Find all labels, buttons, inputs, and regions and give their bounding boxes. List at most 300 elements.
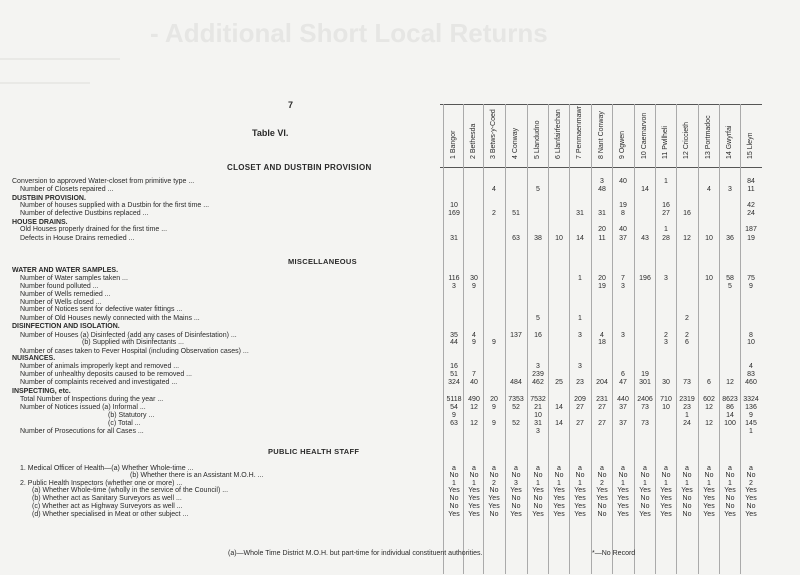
table-cell: 145 — [745, 420, 757, 427]
table-cell: 2 — [685, 315, 689, 322]
table-cell: 40 — [619, 226, 627, 233]
column-header — [657, 104, 667, 166]
table-cell: 11 — [747, 186, 755, 193]
table-cell: Yes — [639, 487, 651, 494]
table-cell: 2 — [749, 480, 753, 487]
table-cell: Yes — [510, 511, 522, 518]
table-cell: a — [514, 465, 518, 472]
table-cell: 1 — [578, 315, 582, 322]
table-cell: 24 — [747, 210, 755, 217]
table-cell: 9 — [472, 283, 476, 290]
table-cell: No — [640, 472, 650, 479]
row-label: (b) Statutory ... — [108, 412, 155, 419]
table-cell: 8623 — [722, 396, 738, 403]
row-group-label: WATER AND WATER SAMPLES. — [12, 267, 119, 274]
table-cell: 63 — [512, 235, 520, 242]
table-cell: Yes — [703, 487, 715, 494]
table-cell: No — [746, 472, 756, 479]
table-cell: a — [749, 465, 753, 472]
table-cell: Yes — [639, 511, 651, 518]
table-cell: 8 — [621, 210, 625, 217]
table-cell: 3 — [578, 332, 582, 339]
table-cell: Yes — [574, 503, 586, 510]
row-label: (b) Supplied with Disinfectants ... — [82, 339, 184, 346]
table-cell: 14 — [576, 235, 584, 242]
table-cell: a — [643, 465, 647, 472]
table-cell: 5118 — [446, 396, 462, 403]
column-header-label: 10 Caernarvon — [641, 112, 648, 159]
table-cell: 4 — [600, 332, 604, 339]
table-cell: 10 — [534, 412, 542, 419]
table-cell: 231 — [596, 396, 608, 403]
row-label: Number of Notices issued (a) Informal ... — [20, 404, 146, 411]
table-cell: 3 — [621, 283, 625, 290]
table-cell: 3 — [600, 178, 604, 185]
table-cell: 19 — [641, 371, 649, 378]
table-cell: 4 — [749, 363, 753, 370]
table-cell: Yes — [617, 511, 629, 518]
table-cell: 31 — [534, 420, 542, 427]
table-cell: 86 — [726, 404, 734, 411]
row-group-label: HOUSE DRAINS. — [12, 219, 68, 226]
table-cell: Yes — [596, 487, 608, 494]
table-cell: 10 — [705, 235, 713, 242]
table-cell: 42 — [747, 202, 755, 209]
row-label: Number of Prosecutions for all Cases ... — [20, 428, 144, 435]
table-cell: No — [618, 472, 628, 479]
table-cell: 1 — [536, 480, 540, 487]
table-cell: 73 — [641, 420, 649, 427]
row-label: (b) Whether there is an Assistant M.O.H. ... — [130, 472, 264, 479]
table-cell: 137 — [510, 332, 522, 339]
table-cell: 1 — [664, 178, 668, 185]
table-cell: Yes — [532, 487, 544, 494]
column-header-label: 5 Llandudno — [534, 120, 541, 159]
table-cell: Yes — [681, 487, 693, 494]
column-header-label: 12 Criccieth — [683, 122, 690, 159]
table-cell: 23 — [683, 404, 691, 411]
table-cell: 169 — [448, 210, 460, 217]
section-heading: MISCELLANEOUS — [288, 257, 357, 266]
table-cell: No — [682, 495, 692, 502]
table-cell: No — [682, 472, 692, 479]
table-cell: No — [449, 503, 459, 510]
table-cell: 9 — [472, 339, 476, 346]
table-cell: Yes — [660, 503, 672, 510]
table-cell: 10 — [747, 339, 755, 346]
column-header — [465, 104, 475, 166]
table-cell: a — [536, 465, 540, 472]
table-cell: 38 — [534, 235, 542, 242]
column-header — [721, 104, 731, 166]
table-cell: 3 — [621, 332, 625, 339]
table-cell: No — [489, 511, 499, 518]
table-cell: 7 — [621, 275, 625, 282]
table-cell: No — [511, 503, 521, 510]
table-cell: Yes — [724, 487, 736, 494]
table-cell: 9 — [492, 404, 496, 411]
row-label: (d) Whether specialised in Meat or other subject ... — [32, 511, 189, 518]
table-cell: 710 — [660, 396, 672, 403]
column-header — [700, 104, 710, 166]
table-cell: 20 — [490, 396, 498, 403]
table-cell: 490 — [468, 396, 480, 403]
table-cell: No — [661, 472, 671, 479]
table-cell: Yes — [745, 511, 757, 518]
table-cell: 2 — [664, 332, 668, 339]
table-cell: No — [469, 472, 479, 479]
footnote-a: (a)—Whole Time District M.O.H. but part-time for individual constituent authorities. — [228, 550, 483, 557]
table-cell: 204 — [596, 379, 608, 386]
row-group-label: DISINFECTION AND ISOLATION. — [12, 323, 120, 330]
table-cell: No — [725, 503, 735, 510]
table-cell: 1 — [749, 428, 753, 435]
table-cell: 462 — [532, 379, 544, 386]
table-cell: 209 — [574, 396, 586, 403]
row-label: (b) Whether act as Sanitary Surveyors as well ... — [32, 495, 182, 502]
table-cell: 1 — [643, 480, 647, 487]
table-cell: 14 — [555, 404, 563, 411]
table-cell: 73 — [641, 404, 649, 411]
table-cell: Yes — [553, 487, 565, 494]
table-title: CLOSET AND DUSTBIN PROVISION — [227, 163, 372, 172]
table-cell: Yes — [724, 511, 736, 518]
row-label: Number of Notices sent for defective water fittings ... — [20, 306, 183, 313]
table-cell: 7 — [472, 371, 476, 378]
row-label: Number of Water samples taken ... — [20, 275, 128, 282]
table-cell: Yes — [745, 487, 757, 494]
table-cell: 1 — [685, 412, 689, 419]
row-label: Number of Old Houses newly connected with the Mains ... — [20, 315, 200, 322]
row-label: Conversion to approved Water-closet from primitive type ... — [12, 178, 195, 185]
row-label: Old Houses properly drained for the first time ... — [20, 226, 168, 233]
row-label: Number of animals improperly kept and removed ... — [20, 363, 180, 370]
table-cell: 23 — [576, 379, 584, 386]
table-cell: No — [682, 511, 692, 518]
table-cell: 40 — [470, 379, 478, 386]
column-header-label: 13 Portmadoc — [705, 115, 712, 159]
table-cell: 5 — [536, 315, 540, 322]
table-cell: 27 — [598, 404, 606, 411]
table-cell: 2406 — [637, 396, 653, 403]
table-cell: Yes — [468, 495, 480, 502]
row-label: (a) Whether Whole-time (wholly in the service of the Council) ... — [32, 487, 229, 494]
table-cell: No — [575, 472, 585, 479]
table-cell: No — [533, 472, 543, 479]
table-cell: 6 — [621, 371, 625, 378]
table-cell: 10 — [705, 275, 713, 282]
table-cell: 9 — [749, 412, 753, 419]
table-cell: a — [557, 465, 561, 472]
column-header-label: 11 Pwllheli — [662, 126, 669, 159]
table-cell: Yes — [532, 511, 544, 518]
table-cell: 3324 — [743, 396, 759, 403]
row-group-label: DUSTBIN PROVISION. — [12, 195, 86, 202]
column-header-label: 3 Betws-y-Coed — [490, 109, 497, 159]
row-label: Number of unhealthy deposits caused to be removed ... — [20, 371, 192, 378]
table-cell: 36 — [726, 235, 734, 242]
table-cell: 58 — [726, 275, 734, 282]
table-cell: 9 — [452, 412, 456, 419]
table-cell: 1 — [685, 480, 689, 487]
table-cell: 12 — [705, 404, 713, 411]
column-header — [529, 104, 539, 166]
table-cell: a — [728, 465, 732, 472]
table-cell: 12 — [470, 420, 478, 427]
column-header-label: 9 Ogwen — [619, 130, 626, 159]
column-header — [614, 104, 624, 166]
table-cell: No — [489, 487, 499, 494]
table-cell: No — [725, 472, 735, 479]
table-cell: 52 — [512, 404, 520, 411]
section-heading: PUBLIC HEALTH STAFF — [268, 447, 360, 456]
row-label: Number of complaints received and investigated ... — [20, 379, 178, 386]
table-cell: No — [489, 472, 499, 479]
column-header-label: 4 Conway — [512, 127, 519, 159]
table-cell: 9 — [749, 283, 753, 290]
table-cell: 28 — [662, 235, 670, 242]
table-cell: 1 — [452, 480, 456, 487]
row-label: Number of Houses (a) Disinfected (add any cases of Disinfestation) ... — [20, 332, 237, 339]
background-title: - Additional Short Local Returns — [150, 18, 548, 48]
column-header-label: 7 Penmaenmawr — [576, 106, 583, 159]
page-number: 7 — [288, 100, 294, 110]
table-cell: 16 — [450, 363, 458, 370]
table-label: Table VI. — [252, 128, 289, 138]
column-header — [742, 104, 752, 166]
table-cell: 5 — [536, 186, 540, 193]
table-cell: 44 — [450, 339, 458, 346]
row-label: Number found polluted ... — [20, 283, 99, 290]
table-cell: 54 — [450, 404, 458, 411]
table-cell: 16 — [534, 332, 542, 339]
table-cell: 14 — [555, 420, 563, 427]
table-cell: 3 — [664, 339, 668, 346]
table-cell: 324 — [448, 379, 460, 386]
background-rule — [0, 82, 90, 84]
column-header-label: 6 Llanfairfechan — [555, 109, 562, 159]
table-cell: Yes — [660, 495, 672, 502]
table-cell: 2 — [685, 332, 689, 339]
table-cell: 3 — [578, 363, 582, 370]
table-cell: 1 — [557, 480, 561, 487]
table-cell: 11 — [598, 235, 606, 242]
table-cell: 9 — [492, 339, 496, 346]
table-cell: a — [600, 465, 604, 472]
table-cell: 83 — [747, 371, 755, 378]
table-cell: 1 — [707, 480, 711, 487]
table-cell: 196 — [639, 275, 651, 282]
table-cell: a — [621, 465, 625, 472]
table-cell: 3 — [514, 480, 518, 487]
table-cell: 43 — [641, 235, 649, 242]
table-cell: 10 — [450, 202, 458, 209]
table-cell: a — [452, 465, 456, 472]
table-cell: 84 — [747, 178, 755, 185]
table-cell: 12 — [726, 379, 734, 386]
table-cell: 2319 — [679, 396, 695, 403]
table-cell: 3 — [728, 186, 732, 193]
column-header — [678, 104, 688, 166]
table-cell: 2 — [492, 480, 496, 487]
table-cell: 4 — [707, 186, 711, 193]
table-cell: Yes — [448, 487, 460, 494]
table-cell: 6 — [707, 379, 711, 386]
table-cell: a — [578, 465, 582, 472]
table-cell: 239 — [532, 371, 544, 378]
table-cell: 440 — [617, 396, 629, 403]
table-cell: Yes — [660, 487, 672, 494]
table-cell: 21 — [534, 404, 542, 411]
table-cell: No — [725, 495, 735, 502]
table-cell: 14 — [641, 186, 649, 193]
table-cell: 37 — [619, 235, 627, 242]
table-cell: No — [597, 511, 607, 518]
table-cell: 1 — [578, 275, 582, 282]
table-cell: 16 — [662, 202, 670, 209]
table-cell: 19 — [598, 283, 606, 290]
table-cell: 2 — [492, 210, 496, 217]
row-group-label: NUISANCES. — [12, 355, 56, 362]
table-cell: 31 — [576, 210, 584, 217]
table-cell: 30 — [662, 379, 670, 386]
table-cell: 1 — [472, 480, 476, 487]
column-header — [485, 104, 495, 166]
table-cell: No — [554, 472, 564, 479]
column-header — [550, 104, 560, 166]
table-cell: 187 — [745, 226, 757, 233]
table-cell: 31 — [598, 210, 606, 217]
column-header — [571, 104, 581, 166]
table-cell: Yes — [617, 503, 629, 510]
table-cell: Yes — [553, 495, 565, 502]
row-group-label: INSPECTING, etc. — [12, 388, 71, 395]
table-cell: 52 — [512, 420, 520, 427]
table-cell: Yes — [510, 487, 522, 494]
column-header — [636, 104, 646, 166]
table-cell: 1 — [664, 480, 668, 487]
table-cell: Yes — [448, 511, 460, 518]
table-cell: No — [597, 472, 607, 479]
table-cell: 1 — [728, 480, 732, 487]
table-cell: 4 — [492, 186, 496, 193]
table-cell: 48 — [598, 186, 606, 193]
row-label: Total Number of Inspections during the year ... — [20, 396, 164, 403]
row-label: Number of Closets repaired ... — [20, 186, 114, 193]
table-cell: Yes — [574, 495, 586, 502]
table-cell: 37 — [619, 404, 627, 411]
column-header-label: 15 Lleyn — [747, 132, 754, 159]
table-cell: 12 — [470, 404, 478, 411]
table-cell: a — [472, 465, 476, 472]
table-cell: Yes — [553, 503, 565, 510]
table-cell: 10 — [555, 235, 563, 242]
table-cell: 37 — [619, 420, 627, 427]
table-cell: 51 — [512, 210, 520, 217]
background-rule — [0, 58, 120, 60]
table-cell: No — [640, 495, 650, 502]
table-cell: 6 — [685, 339, 689, 346]
column-header-label: 8 Nant Conway — [598, 111, 605, 159]
table-cell: No — [449, 472, 459, 479]
column-header-label: 1 Bangor — [450, 130, 457, 159]
row-label: Number of Wells closed ... — [20, 299, 102, 306]
table-cell: 27 — [576, 404, 584, 411]
table-cell: 27 — [662, 210, 670, 217]
table-cell: 25 — [555, 379, 563, 386]
table-cell: 136 — [745, 404, 757, 411]
table-cell: 301 — [639, 379, 651, 386]
table-cell: Yes — [553, 511, 565, 518]
table-cell: 12 — [683, 235, 691, 242]
table-cell: 3 — [452, 283, 456, 290]
table-cell: No — [511, 472, 521, 479]
column-header — [445, 104, 455, 166]
column-header — [593, 104, 603, 166]
table-cell: 484 — [510, 379, 522, 386]
table-cell: Yes — [488, 495, 500, 502]
table-cell: 73 — [683, 379, 691, 386]
table-cell: Yes — [468, 503, 480, 510]
footnote-no-record: *—No Record — [592, 550, 636, 557]
row-label: Number of cases taken to Fever Hospital (including Observation cases) ... — [20, 348, 249, 355]
table-cell: 19 — [619, 202, 627, 209]
column-header-label: 14 Gwyrfai — [726, 125, 733, 159]
table-cell: 51 — [450, 371, 458, 378]
table-cell: Yes — [660, 511, 672, 518]
row-label: 1. Medical Officer of Health—(a) Whether Whole-time ... — [20, 465, 194, 472]
table-cell: Yes — [468, 487, 480, 494]
table-cell: 100 — [724, 420, 736, 427]
row-label: Number of houses supplied with a Dustbin for the first time ... — [20, 202, 210, 209]
table-cell: 5 — [728, 283, 732, 290]
table-cell: 35 — [450, 332, 458, 339]
table-cell: No — [511, 495, 521, 502]
table-cell: 9 — [492, 420, 496, 427]
table-cell: 1 — [621, 480, 625, 487]
table-cell: No — [597, 503, 607, 510]
table-cell: 7353 — [508, 396, 524, 403]
table-cell: Yes — [703, 511, 715, 518]
table-cell: 20 — [598, 275, 606, 282]
table-cell: 16 — [683, 210, 691, 217]
table-cell: No — [640, 503, 650, 510]
table-cell: 14 — [726, 412, 734, 419]
table-cell: Yes — [745, 495, 757, 502]
table-cell: 75 — [747, 275, 755, 282]
table-cell: 116 — [448, 275, 460, 282]
table-cell: Yes — [596, 495, 608, 502]
table-cell: 3 — [536, 428, 540, 435]
table-cell: a — [707, 465, 711, 472]
table-cell: 12 — [705, 420, 713, 427]
table-cell: No — [533, 495, 543, 502]
table-cell: No — [704, 472, 714, 479]
column-header — [507, 104, 517, 166]
table-cell: 7532 — [530, 396, 546, 403]
row-label: Number of defective Dustbins replaced ... — [20, 210, 149, 217]
table-cell: Yes — [488, 503, 500, 510]
table-cell: a — [685, 465, 689, 472]
table-cell: 40 — [619, 178, 627, 185]
row-label: (c) Whether act as Highway Surveyors as well ... — [32, 503, 183, 510]
table-cell: 1 — [664, 226, 668, 233]
table-cell: 4 — [472, 332, 476, 339]
table-cell: 27 — [576, 420, 584, 427]
table-cell: Yes — [574, 511, 586, 518]
table-cell: 30 — [470, 275, 478, 282]
table-cell: 8 — [749, 332, 753, 339]
